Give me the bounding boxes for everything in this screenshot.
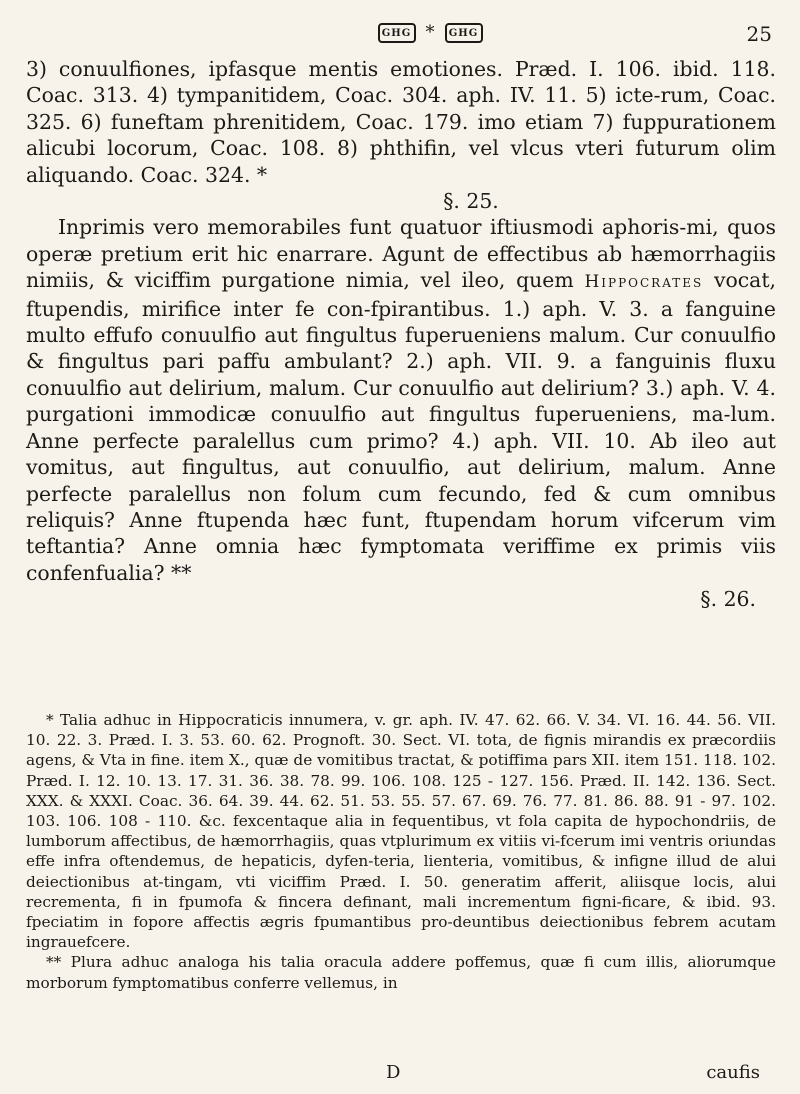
signature-mark: D — [386, 1062, 401, 1083]
ornament-left: GHG — [378, 23, 416, 43]
paragraph-2 — [26, 214, 776, 586]
ornament-star: * — [425, 22, 435, 43]
section-heading-25: §. 25. — [443, 189, 499, 214]
page-header — [0, 20, 800, 48]
section-heading-26: §. 26. — [700, 587, 756, 612]
main-text — [26, 56, 776, 613]
ornament-right: GHG — [445, 23, 483, 43]
header-ornament — [330, 22, 530, 44]
footnote-1: * Talia adhuc in Hippocraticis innumera, v. gr. aph. IV. 47. 62. 66. V. 34. VI. 16. 44. 56. VII. 10. 22. 3. Præd. I. 3. 53. 60. 62. Prognoft. 30. Sect. VI. tota, de fignis mirandis ex præcordiis agens, & Vta in fine. item X., quæ de vomitibus tractat, & potiffima pars XII. item 151. 118. 102. Præd. I. 12. 10. 13. 17. 31. 36. 38. 78. 99. 106. 108. 125 - 127. 156. Præd. II. 142. 136. Sect. XXX. & XXXI. Coac. 36. 64. 39. 44. 62. 51. 53. 55. 57. 67. 69. 76. 77. 81. 86. 88. 91 - 97. 102. 103. 106. 108 - 110. &c. fexcentaque alia in fequentibus, vt fola capita de hypochondriis, de lumborum affectibus, de hæmorrhagiis, quas vtplurimum ex vitiis vi-fcerum imi ventris oriundas effe infra oftendemus, de hepaticis, dyfen-teria, lienteria, vomitibus, & infigne illud de alui deiectionibus at-tingam, vti viciffim Præd. I. 50. generatim afferit, aliisque locis, alui recrementa, fi in fpumofa & fincera definant, mali incrementum figni-ficare, & ibid. 93. fpeciatim in fopore affectis ægris fpumantibus pro-deuntibus deiectionibus febrem acutam ingrauefcere. — [26, 711, 776, 952]
footnote-2: ** Plura adhuc analoga his talia oracula addere poffemus, quæ fi cum illis, aliorumque morborum fymptomatibus conferre vellemus, in — [26, 953, 776, 992]
footnotes — [26, 710, 776, 993]
page-footer — [0, 1062, 800, 1086]
paragraph-2-part-a: Inprimis vero memorabiles funt quatuor iftiusmodi aphoris-mi, quos operæ pretium erit hic enarrare. Agunt de effectibus ab hæmorrhagiis nimiis, & viciffim purgatione nimia, vel ileo, quem — [26, 215, 776, 293]
page-number: 25 — [746, 22, 772, 46]
paragraph-2-part-b: vocat, ftupendis, mirifice inter fe con-fpirantibus. 1.) aph. V. 3. a fanguine multo effufo conuulfio aut fingultus fuperueniens malum. Cur conuulfio & fingultus pari paffu ambulant? 2.) aph. VII. 9. a fanguinis fluxu conuulfio aut delirium, malum. Cur conuulfio aut delirium? 3.) aph. V. 4. purgationi immodicæ conuulfio aut fingultus fuperueniens, ma-lum. Anne perfecte paralellus cum primo? 4.) aph. VII. 10. Ab ileo aut vomitus, aut fingultus, aut conuulfio, aut delirium, malum. Anne perfecte paralellus non folum cum fecundo, fed & cum omnibus reliquis? Anne ftupenda hæc funt, ftupendam horum vifcerum vim teftantia? Anne omnia hæc fymptomata veriffime ex primis viis confenfualia? ** — [26, 268, 777, 585]
catchword: caufis — [706, 1062, 760, 1083]
paragraph-1: 3) conuulfiones, ipfasque mentis emotiones. Præd. I. 106. ibid. 118. Coac. 313. 4) tympanitidem, Coac. 304. aph. IV. 11. 5) ictе-rum, Coac. 325. 6) funeftam phrenitidem, Coac. 179. imo etiam 7) fuppurationem alicubi locorum, Coac. 108. 8) phthifin, vel vlcus vteri futurum olim aliquando. Coac. 324. * — [26, 57, 776, 187]
author-name: Hippocrates — [584, 272, 704, 293]
